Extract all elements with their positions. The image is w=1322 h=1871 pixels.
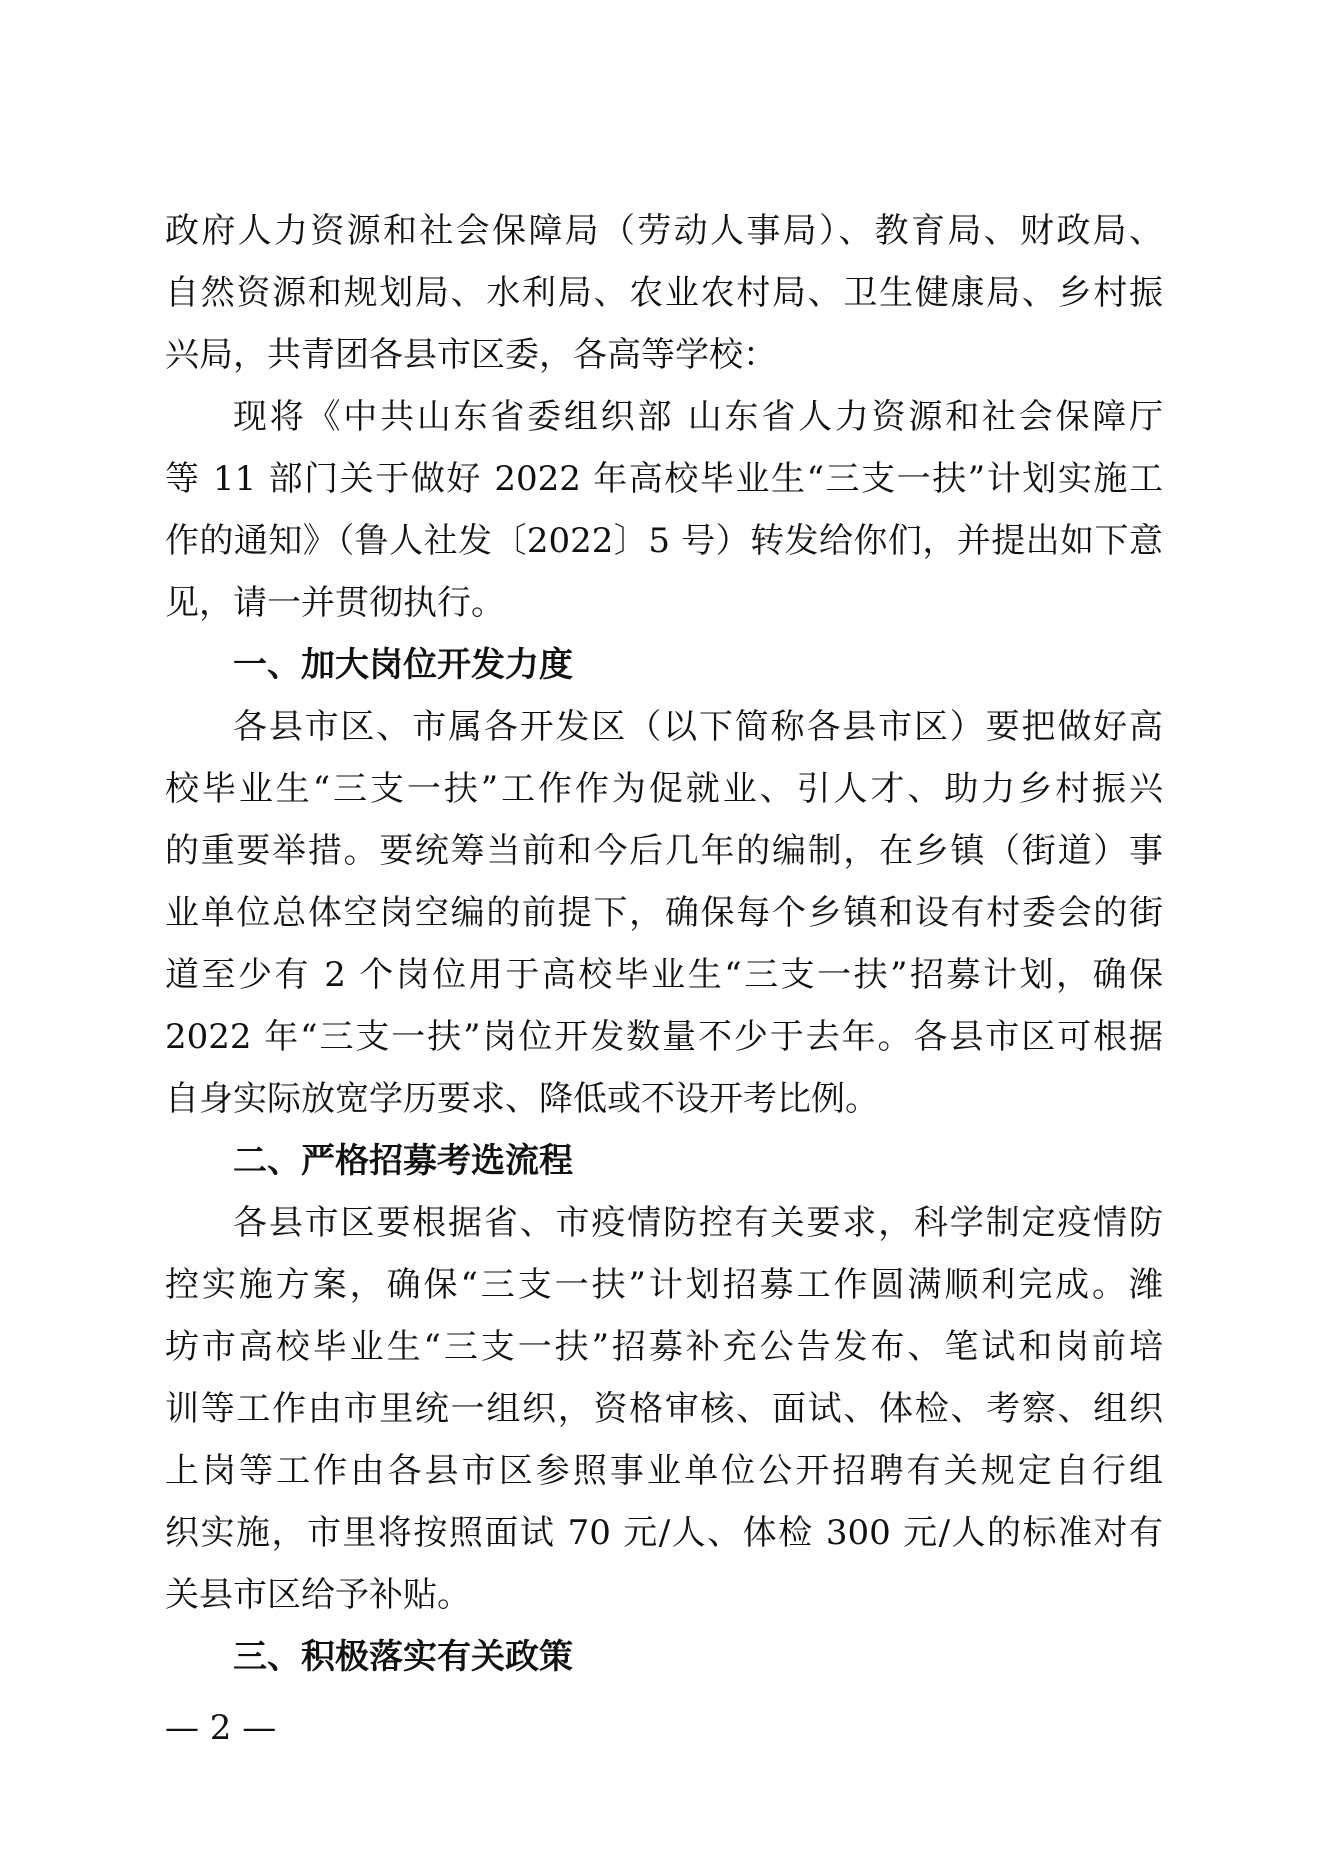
body-line: 兴局，共青团各县市区委，各高等学校： [165, 335, 777, 375]
body-line: 道至少有 2 个岗位用于高校毕业生“三支一扶”招募计划，确保 [165, 955, 1163, 995]
body-line: 训等工作由市里统一组织，资格审核、面试、体检、考察、组织 [165, 1389, 1163, 1429]
body-line: 见，请一并贯彻执行。 [165, 583, 505, 623]
body-line: 的重要举措。要统筹当前和今后几年的编制，在乡镇（街道）事 [165, 831, 1163, 871]
section-heading-1: 一、加大岗位开发力度 [233, 645, 573, 685]
body-line: 各县市区、市属各开发区（以下简称各县市区）要把做好高 [233, 707, 1163, 747]
body-line: 坊市高校毕业生“三支一扶”招募补充公告发布、笔试和岗前培 [165, 1327, 1163, 1367]
body-line: 织实施，市里将按照面试 70 元/人、体检 300 元/人的标准对有 [165, 1513, 1163, 1553]
section-heading-3: 三、积极落实有关政策 [233, 1637, 573, 1677]
body-line: 政府人力资源和社会保障局（劳动人事局）、教育局、财政局、 [165, 211, 1163, 251]
body-line: 校毕业生“三支一扶”工作作为促就业、引人才、助力乡村振兴 [165, 769, 1163, 809]
body-line: 作的通知》（鲁人社发〔2022〕5 号）转发给你们，并提出如下意 [165, 521, 1163, 561]
page-number: — 2 — [165, 1708, 277, 1748]
body-line: 自身实际放宽学历要求、降低或不设开考比例。 [165, 1079, 879, 1119]
body-line: 上岗等工作由各县市区参照事业单位公开招聘有关规定自行组 [165, 1451, 1163, 1491]
body-line: 控实施方案，确保“三支一扶”计划招募工作圆满顺利完成。潍 [165, 1265, 1163, 1305]
body-line: 关县市区给予补贴。 [165, 1575, 471, 1615]
body-line: 等 11 部门关于做好 2022 年高校毕业生“三支一扶”计划实施工 [165, 459, 1163, 499]
body-line: 业单位总体空岗空编的前提下，确保每个乡镇和设有村委会的街 [165, 893, 1163, 933]
section-heading-2: 二、严格招募考选流程 [233, 1141, 573, 1181]
body-line: 现将《中共山东省委组织部 山东省人力资源和社会保障厅 [233, 397, 1163, 437]
body-line: 各县市区要根据省、市疫情防控有关要求，科学制定疫情防 [233, 1203, 1163, 1243]
body-line: 2022 年“三支一扶”岗位开发数量不少于去年。各县市区可根据 [165, 1017, 1163, 1057]
body-line: 自然资源和规划局、水利局、农业农村局、卫生健康局、乡村振 [165, 273, 1163, 313]
